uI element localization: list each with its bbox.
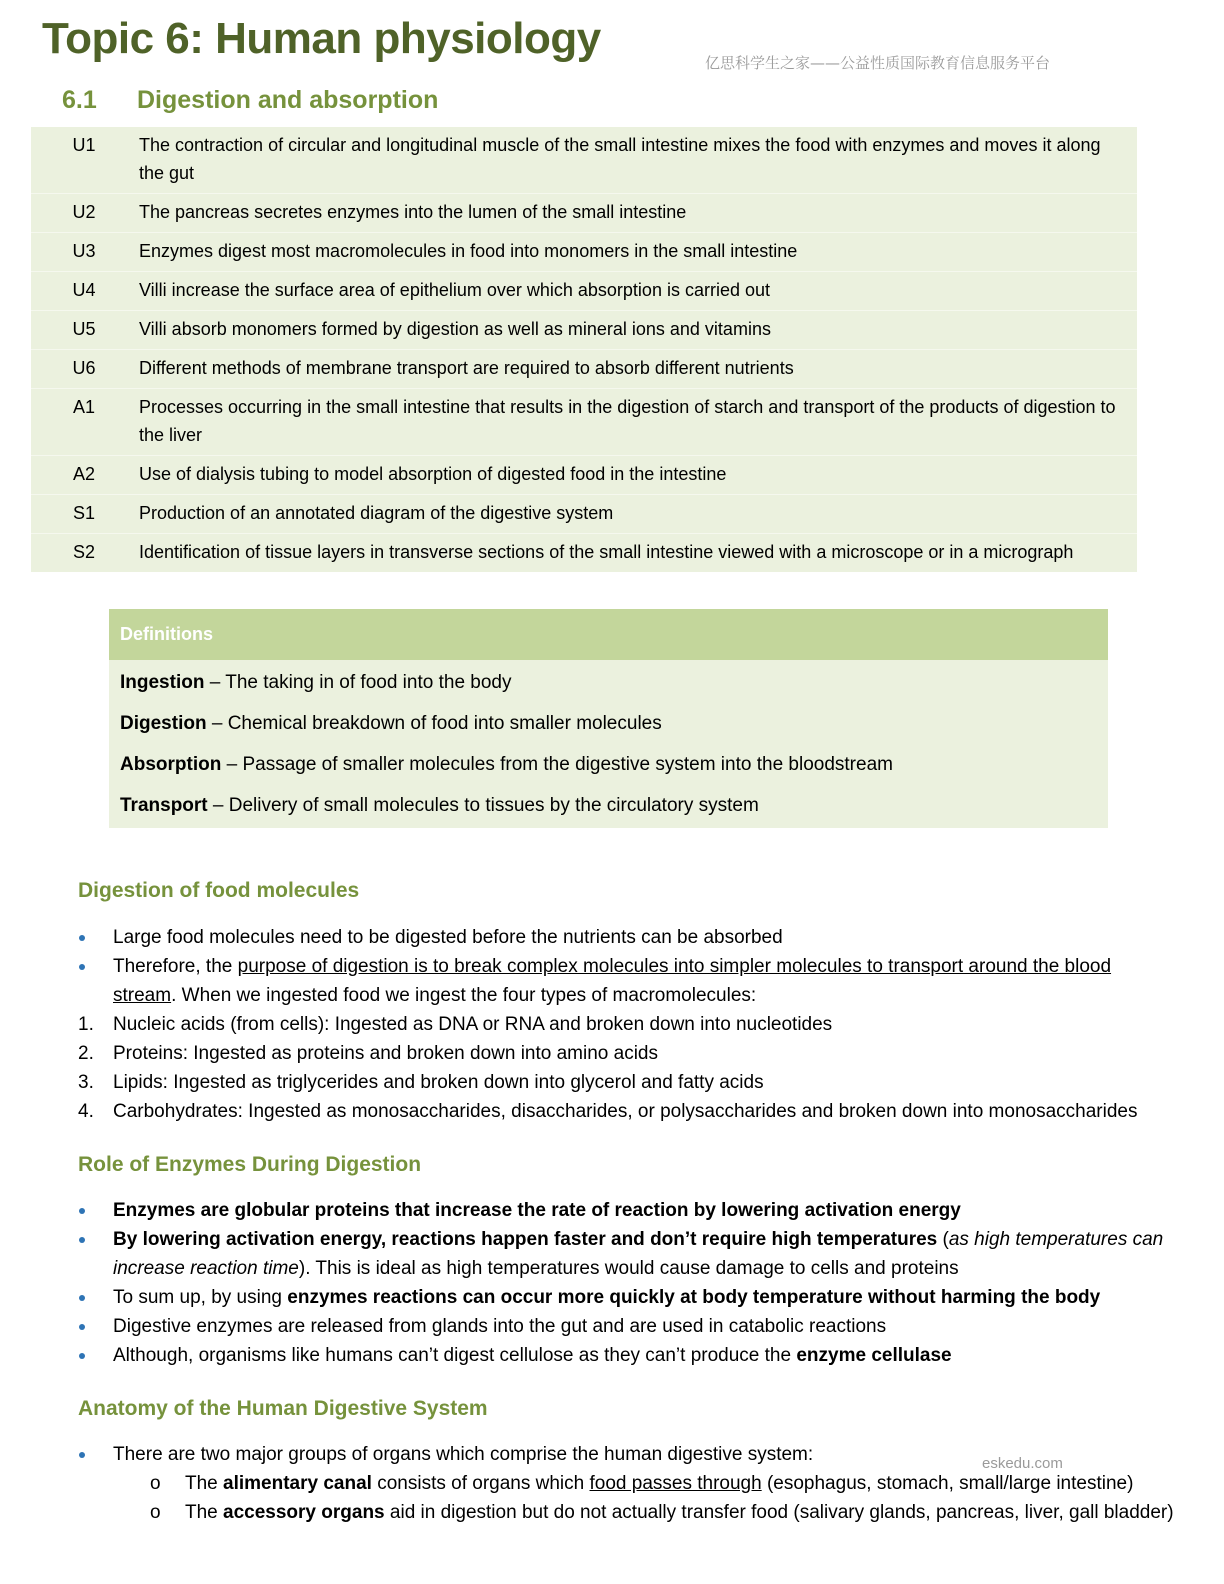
syllabus-row: [31, 272, 1137, 311]
definition-term: Transport: [120, 795, 208, 816]
watermark-bottom: eskedu.com: [982, 1455, 1063, 1472]
syllabus-code: S1: [72, 503, 96, 523]
anatomy-list: [78, 1440, 1218, 1527]
list-item-text: The: [185, 1473, 224, 1494]
bold-text: alimentary canal: [223, 1473, 372, 1494]
list-item: [78, 1312, 1178, 1341]
syllabus-text: Villi absorb monomers formed by digestion as well as mineral ions and vitamins: [139, 319, 771, 339]
italic-text: as high temperatures can increase reaction time: [113, 1229, 1164, 1279]
definition-term: Digestion: [120, 713, 207, 734]
list-item-text: (esophagus, stomach, small/large intestine): [761, 1473, 1134, 1494]
syllabus-text: Processes occurring in the small intestine that results in the digestion of starch and transport of the products of digestion to the liver: [139, 397, 1116, 445]
bullet-icon: [79, 1353, 85, 1359]
syllabus-row: [31, 389, 1137, 456]
syllabus-row: [31, 127, 1137, 194]
bullet-icon: [79, 1295, 85, 1301]
definition-text: Passage of smaller molecules from the digestive system into the bloodstream: [242, 754, 893, 775]
item-number: 3.: [78, 1072, 94, 1093]
syllabus-text: The pancreas secretes enzymes into the lumen of the small intestine: [139, 202, 687, 222]
bold-text: enzyme cellulase: [796, 1345, 952, 1366]
numbered-list: [78, 1010, 1178, 1126]
digestion-list: [78, 923, 1178, 1126]
sub-list-item: [78, 1498, 1218, 1527]
definition-text: Chemical breakdown of food into smaller molecules: [227, 713, 662, 734]
list-item: [78, 1196, 1178, 1225]
syllabus-code: U4: [72, 280, 96, 300]
bold-text: accessory organs: [223, 1502, 385, 1523]
definition-text: The taking in of food into the body: [225, 672, 512, 693]
bullet-icon: [79, 1452, 85, 1458]
watermark-top: 亿思科学生之家——公益性质国际教育信息服务平台: [705, 54, 1051, 72]
bullet-icon: [79, 964, 85, 970]
list-item-text: Although, organisms like humans can’t digest cellulose as they can’t produce the: [113, 1345, 797, 1366]
syllabus-text: Villi increase the surface area of epithelium over which absorption is carried out: [139, 280, 770, 300]
list-item: [78, 1283, 1178, 1312]
list-item-text: Therefore, the: [113, 956, 238, 977]
syllabus-code: A2: [72, 464, 96, 484]
list-item-text: (: [937, 1229, 949, 1250]
definition-term: Ingestion: [120, 672, 205, 693]
list-item: [78, 1225, 1178, 1283]
syllabus-code: U6: [72, 358, 96, 378]
list-item-text: There are two major groups of organs which comprise the human digestive system:: [113, 1444, 814, 1465]
syllabus-code: A1: [72, 397, 96, 417]
heading-digestion: Digestion of food molecules: [78, 879, 360, 902]
definition-row: [120, 711, 1097, 736]
numbered-item: [78, 1097, 1178, 1126]
section-title: Digestion and absorption: [137, 86, 439, 114]
circle-bullet-icon: o: [150, 1473, 161, 1494]
definition-separator: –: [206, 713, 228, 734]
bullet-icon: [79, 1324, 85, 1330]
syllabus-row: [31, 534, 1137, 572]
list-item-text: To sum up, by using: [113, 1287, 288, 1308]
syllabus-row: [31, 311, 1137, 350]
section-heading: [62, 86, 438, 115]
list-item-text: aid in digestion but do not actually transfer food (salivary glands, pancreas, liver, gall bladder): [384, 1502, 1174, 1523]
enzymes-list: [78, 1196, 1178, 1370]
syllabus-row: [31, 495, 1137, 534]
syllabus-text: Identification of tissue layers in transverse sections of the small intestine viewed with a microscope or in a micrograph: [139, 542, 1074, 562]
numbered-item: [78, 1010, 1178, 1039]
section-number: 6.1: [62, 86, 97, 114]
definition-separator: –: [221, 754, 243, 775]
list-item-text: consists of organs which: [371, 1473, 590, 1494]
list-item-text: Carbohydrates: Ingested as monosaccharides, disaccharides, or polysaccharides and broken down into monosaccharides: [113, 1101, 1138, 1122]
list-item-text: Lipids: Ingested as triglycerides and broken down into glycerol and fatty acids: [113, 1072, 764, 1093]
syllabus-text: Production of an annotated diagram of the digestive system: [139, 503, 614, 523]
syllabus-row: [31, 350, 1137, 389]
underlined-text: purpose of digestion is to break complex molecules into simpler molecules to transport around the blood stream: [113, 956, 1112, 1006]
heading-enzymes: Role of Enzymes During Digestion: [78, 1153, 422, 1176]
definitions-header: Definitions: [109, 609, 1108, 660]
bold-text: By lowering activation energy, reactions happen faster and don’t require high temperatures: [113, 1229, 938, 1250]
definition-row: [120, 793, 1097, 818]
definition-row: [120, 752, 1097, 777]
bold-text: Enzymes are globular proteins that increase the rate of reaction by lowering activation energy: [113, 1200, 961, 1221]
list-item-text: The: [185, 1502, 224, 1523]
numbered-item: [78, 1039, 1178, 1068]
definition-term: Absorption: [120, 754, 222, 775]
definitions-box: [109, 609, 1108, 828]
bullet-icon: [79, 1208, 85, 1214]
list-item-text: Digestive enzymes are released from glands into the gut and are used in catabolic reactions: [113, 1316, 887, 1337]
definition-separator: –: [207, 795, 229, 816]
list-item-text: ). This is ideal as high temperatures would cause damage to cells and proteins: [298, 1258, 959, 1279]
syllabus-code: U5: [72, 319, 96, 339]
syllabus-code: U3: [72, 241, 96, 261]
bullet-icon: [79, 935, 85, 941]
item-number: 4.: [78, 1101, 94, 1122]
bold-text: enzymes reactions can occur more quickly at body temperature without harming the body: [287, 1287, 1101, 1308]
page-title: Topic 6: Human physiology: [42, 14, 601, 63]
list-item-text: Proteins: Ingested as proteins and broken down into amino acids: [113, 1043, 658, 1064]
syllabus-row: [31, 456, 1137, 495]
item-number: 2.: [78, 1043, 94, 1064]
syllabus-table: [31, 127, 1137, 572]
syllabus-code: U2: [72, 202, 96, 222]
list-item-text: Nucleic acids (from cells): Ingested as DNA or RNA and broken down into nucleotides: [113, 1014, 833, 1035]
heading-anatomy: Anatomy of the Human Digestive System: [78, 1397, 488, 1420]
bullet-icon: [79, 1237, 85, 1243]
syllabus-code: S2: [72, 542, 96, 562]
syllabus-text: Enzymes digest most macromolecules in food into monomers in the small intestine: [139, 241, 798, 261]
syllabus-row: [31, 233, 1137, 272]
list-item-text: . When we ingested food we ingest the four types of macromolecules:: [171, 985, 757, 1006]
list-item-text: Large food molecules need to be digested before the nutrients can be absorbed: [113, 927, 783, 948]
definition-separator: –: [204, 672, 226, 693]
numbered-item: [78, 1068, 1178, 1097]
list-item: [78, 952, 1178, 1010]
item-number: 1.: [78, 1014, 94, 1035]
definition-text: Delivery of small molecules to tissues by the circulatory system: [228, 795, 759, 816]
list-item: [78, 923, 1178, 952]
underlined-text: food passes through: [589, 1473, 762, 1494]
syllabus-text: Use of dialysis tubing to model absorption of digested food in the intestine: [139, 464, 727, 484]
circle-bullet-icon: o: [150, 1502, 161, 1523]
definitions-body: [109, 660, 1108, 828]
list-item: [78, 1341, 1178, 1370]
syllabus-row: [31, 194, 1137, 233]
definition-row: [120, 670, 1097, 695]
syllabus-text: Different methods of membrane transport are required to absorb different nutrients: [139, 358, 794, 378]
syllabus-code: U1: [72, 135, 96, 155]
syllabus-text: The contraction of circular and longitudinal muscle of the small intestine mixes the food with enzymes and moves it along the gut: [139, 135, 1101, 183]
sub-list-item: [78, 1469, 1218, 1498]
